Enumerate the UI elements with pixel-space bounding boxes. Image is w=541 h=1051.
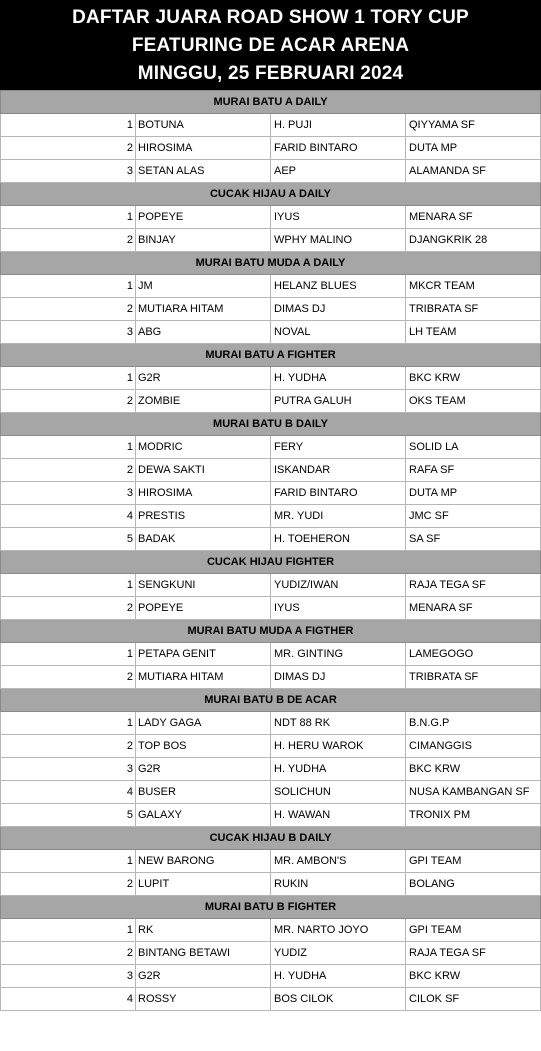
owner-cell: YUDIZ/IWAN	[271, 574, 406, 597]
team-cell: BKC KRW	[406, 758, 541, 781]
results-body	[1, 91, 541, 1011]
bird-name-cell: BOTUNA	[136, 114, 271, 137]
owner-cell: H. HERU WAROK	[271, 735, 406, 758]
result-row	[1, 574, 541, 597]
bird-name-cell: NEW BARONG	[136, 850, 271, 873]
owner-cell: AEP	[271, 160, 406, 183]
category-row	[1, 827, 541, 850]
rank-cell: 1	[1, 367, 136, 390]
rank-cell: 1	[1, 919, 136, 942]
rank-cell: 1	[1, 436, 136, 459]
bird-name-cell: MODRIC	[136, 436, 271, 459]
bird-name-cell: SENGKUNI	[136, 574, 271, 597]
rank-cell: 2	[1, 390, 136, 413]
owner-cell: MR. NARTO JOYO	[271, 919, 406, 942]
rank-cell: 2	[1, 459, 136, 482]
rank-cell: 3	[1, 321, 136, 344]
team-cell: CILOK SF	[406, 988, 541, 1011]
team-cell: CIMANGGIS	[406, 735, 541, 758]
rank-cell: 2	[1, 873, 136, 896]
rank-cell: 1	[1, 114, 136, 137]
rank-cell: 2	[1, 597, 136, 620]
category-row	[1, 620, 541, 643]
team-cell: GPI TEAM	[406, 919, 541, 942]
result-row	[1, 298, 541, 321]
rank-cell: 2	[1, 735, 136, 758]
bird-name-cell: BUSER	[136, 781, 271, 804]
rank-cell: 2	[1, 942, 136, 965]
rank-cell: 2	[1, 229, 136, 252]
bird-name-cell: LUPIT	[136, 873, 271, 896]
rank-cell: 2	[1, 666, 136, 689]
category-row	[1, 344, 541, 367]
category-row	[1, 252, 541, 275]
bird-name-cell: RK	[136, 919, 271, 942]
result-row	[1, 919, 541, 942]
team-cell: BKC KRW	[406, 965, 541, 988]
team-cell: BKC KRW	[406, 367, 541, 390]
team-cell: BOLANG	[406, 873, 541, 896]
bird-name-cell: MUTIARA HITAM	[136, 666, 271, 689]
bird-name-cell: BINJAY	[136, 229, 271, 252]
result-row	[1, 758, 541, 781]
result-row	[1, 850, 541, 873]
rank-cell: 5	[1, 804, 136, 827]
owner-cell: DIMAS DJ	[271, 666, 406, 689]
bird-name-cell: G2R	[136, 367, 271, 390]
bird-name-cell: PETAPA GENIT	[136, 643, 271, 666]
bird-name-cell: G2R	[136, 758, 271, 781]
owner-cell: FARID BINTARO	[271, 137, 406, 160]
rank-cell: 1	[1, 275, 136, 298]
owner-cell: YUDIZ	[271, 942, 406, 965]
owner-cell: H. YUDHA	[271, 965, 406, 988]
category-title: MURAI BATU A DAILY	[1, 91, 541, 114]
team-cell: NUSA KAMBANGAN SF	[406, 781, 541, 804]
team-cell: DJANGKRIK 28	[406, 229, 541, 252]
rank-cell: 3	[1, 965, 136, 988]
owner-cell: H. YUDHA	[271, 367, 406, 390]
category-title: MURAI BATU A FIGHTER	[1, 344, 541, 367]
result-row	[1, 505, 541, 528]
category-title: CUCAK HIJAU A DAILY	[1, 183, 541, 206]
result-row	[1, 229, 541, 252]
owner-cell: ISKANDAR	[271, 459, 406, 482]
team-cell: JMC SF	[406, 505, 541, 528]
owner-cell: MR. AMBON'S	[271, 850, 406, 873]
bird-name-cell: TOP BOS	[136, 735, 271, 758]
bird-name-cell: SETAN ALAS	[136, 160, 271, 183]
rank-cell: 4	[1, 988, 136, 1011]
result-row	[1, 206, 541, 229]
bird-name-cell: HIROSIMA	[136, 482, 271, 505]
team-cell: GPI TEAM	[406, 850, 541, 873]
team-cell: DUTA MP	[406, 137, 541, 160]
owner-cell: RUKIN	[271, 873, 406, 896]
results-table	[0, 90, 541, 1011]
result-row	[1, 597, 541, 620]
team-cell: RAJA TEGA SF	[406, 574, 541, 597]
category-title: MURAI BATU MUDA A DAILY	[1, 252, 541, 275]
bird-name-cell: HIROSIMA	[136, 137, 271, 160]
bird-name-cell: GALAXY	[136, 804, 271, 827]
bird-name-cell: ZOMBIE	[136, 390, 271, 413]
bird-name-cell: JM	[136, 275, 271, 298]
bird-name-cell: DEWA SAKTI	[136, 459, 271, 482]
bird-name-cell: ROSSY	[136, 988, 271, 1011]
rank-cell: 1	[1, 712, 136, 735]
category-row	[1, 183, 541, 206]
owner-cell: BOS CILOK	[271, 988, 406, 1011]
bird-name-cell: G2R	[136, 965, 271, 988]
team-cell: TRIBRATA SF	[406, 298, 541, 321]
team-cell: MKCR TEAM	[406, 275, 541, 298]
team-cell: RAFA SF	[406, 459, 541, 482]
rank-cell: 5	[1, 528, 136, 551]
team-cell: TRONIX PM	[406, 804, 541, 827]
result-row	[1, 436, 541, 459]
team-cell: LAMEGOGO	[406, 643, 541, 666]
owner-cell: DIMAS DJ	[271, 298, 406, 321]
owner-cell: IYUS	[271, 206, 406, 229]
result-row	[1, 781, 541, 804]
category-row	[1, 689, 541, 712]
owner-cell: FARID BINTARO	[271, 482, 406, 505]
category-row	[1, 896, 541, 919]
rank-cell: 1	[1, 574, 136, 597]
category-title: MURAI BATU MUDA A FIGTHER	[1, 620, 541, 643]
category-row	[1, 91, 541, 114]
team-cell: SA SF	[406, 528, 541, 551]
owner-cell: H. TOEHERON	[271, 528, 406, 551]
result-row	[1, 390, 541, 413]
owner-cell: MR. YUDI	[271, 505, 406, 528]
result-row	[1, 160, 541, 183]
owner-cell: HELANZ BLUES	[271, 275, 406, 298]
owner-cell: SOLICHUN	[271, 781, 406, 804]
rank-cell: 3	[1, 482, 136, 505]
result-row	[1, 666, 541, 689]
result-row	[1, 988, 541, 1011]
team-cell: DUTA MP	[406, 482, 541, 505]
bird-name-cell: MUTIARA HITAM	[136, 298, 271, 321]
team-cell: MENARA SF	[406, 206, 541, 229]
category-row	[1, 413, 541, 436]
result-row	[1, 804, 541, 827]
owner-cell: H. WAWAN	[271, 804, 406, 827]
category-row	[1, 551, 541, 574]
owner-cell: IYUS	[271, 597, 406, 620]
owner-cell: NOVAL	[271, 321, 406, 344]
owner-cell: H. PUJI	[271, 114, 406, 137]
rank-cell: 1	[1, 206, 136, 229]
result-row	[1, 482, 541, 505]
title-line-3: MINGGU, 25 FEBRUARI 2024	[137, 63, 404, 84]
rank-cell: 3	[1, 160, 136, 183]
bird-name-cell: POPEYE	[136, 597, 271, 620]
category-title: MURAI BATU B DE ACAR	[1, 689, 541, 712]
team-cell: OKS TEAM	[406, 390, 541, 413]
result-row	[1, 735, 541, 758]
bird-name-cell: POPEYE	[136, 206, 271, 229]
result-row	[1, 528, 541, 551]
owner-cell: NDT 88 RK	[271, 712, 406, 735]
title-line-1: DAFTAR JUARA ROAD SHOW 1 TORY CUP	[72, 7, 469, 28]
team-cell: TRIBRATA SF	[406, 666, 541, 689]
team-cell: LH TEAM	[406, 321, 541, 344]
rank-cell: 4	[1, 781, 136, 804]
category-title: CUCAK HIJAU B DAILY	[1, 827, 541, 850]
category-title: MURAI BATU B FIGHTER	[1, 896, 541, 919]
rank-cell: 1	[1, 643, 136, 666]
title-line-2: FEATURING DE ACAR ARENA	[131, 35, 410, 56]
result-row	[1, 137, 541, 160]
result-row	[1, 643, 541, 666]
rank-cell: 2	[1, 137, 136, 160]
team-cell: B.N.G.P	[406, 712, 541, 735]
owner-cell: PUTRA GALUH	[271, 390, 406, 413]
page-header	[0, 0, 541, 90]
owner-cell: WPHY MALINO	[271, 229, 406, 252]
team-cell: QIYYAMA SF	[406, 114, 541, 137]
result-row	[1, 275, 541, 298]
bird-name-cell: PRESTIS	[136, 505, 271, 528]
team-cell: MENARA SF	[406, 597, 541, 620]
bird-name-cell: BINTANG BETAWI	[136, 942, 271, 965]
rank-cell: 4	[1, 505, 136, 528]
owner-cell: MR. GINTING	[271, 643, 406, 666]
result-row	[1, 367, 541, 390]
category-title: MURAI BATU B DAILY	[1, 413, 541, 436]
team-cell: ALAMANDA SF	[406, 160, 541, 183]
rank-cell: 2	[1, 298, 136, 321]
result-row	[1, 942, 541, 965]
rank-cell: 3	[1, 758, 136, 781]
category-title: CUCAK HIJAU FIGHTER	[1, 551, 541, 574]
result-row	[1, 873, 541, 896]
owner-cell: H. YUDHA	[271, 758, 406, 781]
result-row	[1, 712, 541, 735]
result-row	[1, 114, 541, 137]
result-row	[1, 965, 541, 988]
bird-name-cell: ABG	[136, 321, 271, 344]
rank-cell: 1	[1, 850, 136, 873]
result-row	[1, 459, 541, 482]
result-row	[1, 321, 541, 344]
team-cell: SOLID LA	[406, 436, 541, 459]
team-cell: RAJA TEGA SF	[406, 942, 541, 965]
owner-cell: FERY	[271, 436, 406, 459]
bird-name-cell: LADY GAGA	[136, 712, 271, 735]
bird-name-cell: BADAK	[136, 528, 271, 551]
